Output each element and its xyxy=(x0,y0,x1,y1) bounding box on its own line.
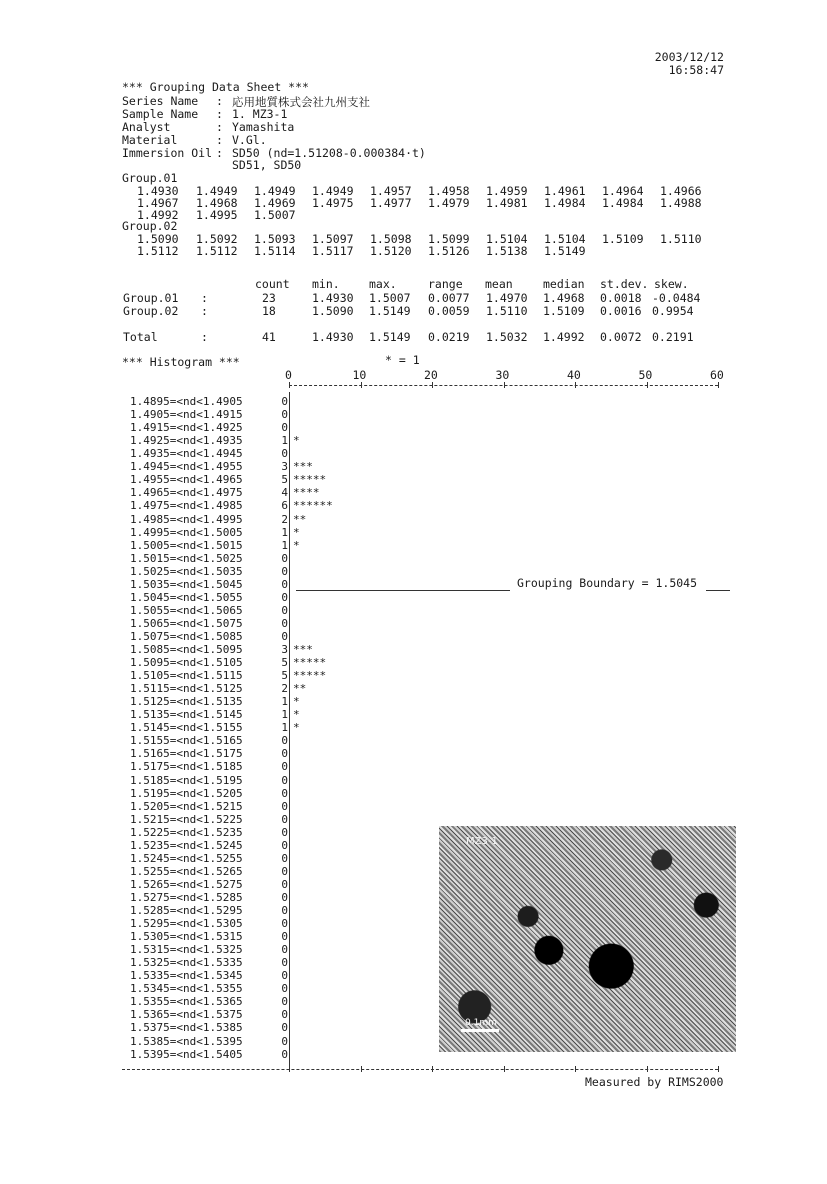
group-value: 1.4930 xyxy=(137,184,179,198)
header-label: Analyst xyxy=(122,120,171,134)
histogram-bin-count: 0 xyxy=(281,917,288,930)
stats-value: 1.4992 xyxy=(543,330,585,344)
group-value: 1.4949 xyxy=(312,184,354,198)
stats-row-colon: : xyxy=(201,330,208,344)
micrograph-scale-label: 0.1mm xyxy=(465,1018,497,1028)
histogram-bin-count: 0 xyxy=(281,747,288,761)
stats-value: 1.4968 xyxy=(543,291,585,305)
histogram-bar: ** xyxy=(293,512,307,526)
stats-value: 0.0016 xyxy=(600,304,642,318)
histogram-bin-label: 1.4925=<nd<1.4935 xyxy=(130,434,243,448)
histogram-bin-label: 1.5015=<nd<1.5025 xyxy=(130,551,243,565)
grouping-boundary-label: Grouping Boundary = 1.5045 xyxy=(517,576,698,590)
axis-tick-bottom xyxy=(432,1066,433,1072)
group-value: 1.5098 xyxy=(370,232,412,246)
histogram-bin-label: 1.5355=<nd<1.5365 xyxy=(130,995,243,1009)
group-value: 1.4979 xyxy=(428,196,470,210)
histogram-bin-label: 1.5055=<nd<1.5065 xyxy=(130,603,243,617)
stats-value: 1.5110 xyxy=(486,304,528,318)
histogram-bin-count: 0 xyxy=(281,812,288,826)
histogram-bin-count: 0 xyxy=(281,838,288,852)
axis-line-bottom xyxy=(122,1069,718,1071)
group-value: 1.5112 xyxy=(196,244,238,258)
stats-value: 1.5109 xyxy=(543,304,585,318)
histogram-bin-label: 1.5095=<nd<1.5105 xyxy=(130,656,243,669)
report-time: 16:58:47 xyxy=(668,63,724,77)
histogram-bin-count: 0 xyxy=(281,1034,288,1048)
group-value: 1.5138 xyxy=(486,244,528,258)
histogram-bin-label: 1.5225=<nd<1.5235 xyxy=(130,825,243,839)
header-value: 応用地質株式会社九州支社 xyxy=(232,95,370,109)
histogram-bin-count: 0 xyxy=(281,564,288,578)
stats-value: 1.4930 xyxy=(312,291,354,305)
histogram-bin-label: 1.5115=<nd<1.5125 xyxy=(130,682,243,696)
histogram-bar: * xyxy=(293,708,300,722)
histogram-bar: ***** xyxy=(293,669,327,682)
histogram-bin-label: 1.5155=<nd<1.5165 xyxy=(130,734,243,748)
header-label: Immersion Oil xyxy=(122,146,213,160)
axis-tick-label: 60 xyxy=(710,368,724,382)
histogram-bin-count: 3 xyxy=(281,643,288,656)
histogram-bin-label: 1.4985=<nd<1.4995 xyxy=(130,512,243,526)
histogram-bin-label: 1.5005=<nd<1.5015 xyxy=(130,538,243,552)
group-value: 1.4975 xyxy=(312,196,354,210)
axis-tick xyxy=(647,382,648,388)
stats-value: 23 xyxy=(262,291,276,305)
histogram-bin-label: 1.5375=<nd<1.5385 xyxy=(130,1021,243,1035)
header-label: Sample Name xyxy=(122,107,199,121)
histogram-scale-note: * = 1 xyxy=(385,353,420,367)
axis-tick-label: 50 xyxy=(638,368,653,382)
header-colon: : xyxy=(216,146,223,160)
histogram-bin-label: 1.5035=<nd<1.5045 xyxy=(130,577,243,591)
group-value: 1.5007 xyxy=(254,208,296,222)
histogram-bin-label: 1.5295=<nd<1.5305 xyxy=(130,917,243,930)
group-value: 1.5149 xyxy=(544,244,586,258)
histogram-bin-count: 0 xyxy=(281,760,288,774)
histogram-bin-count: 0 xyxy=(281,930,288,944)
stats-value: 1.4930 xyxy=(312,330,354,344)
group-value: 1.4967 xyxy=(137,196,179,210)
group-value: 1.5126 xyxy=(428,244,470,258)
histogram-bin-count: 0 xyxy=(281,447,288,461)
axis-tick xyxy=(575,382,576,388)
header-value: Yamashita xyxy=(232,120,295,134)
histogram-bin-label: 1.4995=<nd<1.5005 xyxy=(130,525,243,539)
histogram-bin-label: 1.5275=<nd<1.5285 xyxy=(130,890,243,904)
histogram-bin-count: 0 xyxy=(281,577,288,591)
histogram-bin-label: 1.5205=<nd<1.5215 xyxy=(130,799,243,813)
histogram-bin-label: 1.4955=<nd<1.4965 xyxy=(130,473,243,487)
histogram-bin-label: 1.5395=<nd<1.5405 xyxy=(130,1047,243,1061)
axis-tick xyxy=(361,382,362,388)
group-value: 1.4961 xyxy=(544,184,586,198)
histogram-bin-count: 5 xyxy=(281,473,288,487)
group-value: 1.4988 xyxy=(660,196,702,210)
histogram-bin-count: 2 xyxy=(281,512,288,526)
histogram-bin-count: 6 xyxy=(281,499,288,513)
group-value: 1.5117 xyxy=(312,244,354,258)
histogram-bin-count: 0 xyxy=(281,616,288,630)
stats-value: 1.5032 xyxy=(486,330,528,344)
histogram-bin-count: 0 xyxy=(281,629,288,643)
stats-header: range xyxy=(428,277,463,291)
group-value: 1.4964 xyxy=(602,184,644,198)
group-value: 1.5120 xyxy=(370,244,412,258)
stats-value: 1.5149 xyxy=(369,304,411,318)
histogram-bar: ***** xyxy=(293,656,327,669)
stats-value: 41 xyxy=(262,330,276,344)
immersion-oil-line2: SD51, SD50 xyxy=(232,158,302,172)
histogram-bin-count: 0 xyxy=(281,877,288,891)
footer-measured-by: Measured by RIMS2000 xyxy=(585,1075,724,1089)
stats-row-name: Total xyxy=(123,330,158,344)
histogram-bin-count: 1 xyxy=(281,538,288,552)
stats-value: 0.9954 xyxy=(652,304,694,318)
histogram-bin-label: 1.4965=<nd<1.4975 xyxy=(130,486,243,500)
histogram-bin-label: 1.5195=<nd<1.5205 xyxy=(130,786,243,800)
histogram-bar: *** xyxy=(293,460,313,474)
histogram-bar: * xyxy=(293,695,300,709)
group-value: 1.5092 xyxy=(196,232,238,246)
axis-tick-bottom xyxy=(289,1066,290,1072)
axis-tick xyxy=(289,382,290,388)
header-label: Series Name xyxy=(122,94,199,108)
stats-row-name: Group.01 xyxy=(123,291,179,305)
axis-tick-label: 30 xyxy=(495,368,510,382)
histogram-bin-count: 0 xyxy=(281,395,288,408)
group-value: 1.5099 xyxy=(428,232,470,246)
histogram-bin-label: 1.5125=<nd<1.5135 xyxy=(130,695,243,709)
histogram-bin-count: 0 xyxy=(281,1021,288,1035)
group-value: 1.4949 xyxy=(196,184,238,198)
stats-header: max. xyxy=(369,277,397,291)
histogram-bin-count: 0 xyxy=(281,786,288,800)
histogram-bin-count: 0 xyxy=(281,890,288,904)
histogram-bar: * xyxy=(293,721,300,735)
stats-value: 0.2191 xyxy=(652,330,694,344)
header-row xyxy=(122,146,722,159)
histogram-title: *** Histogram *** xyxy=(122,355,240,369)
histogram-bin-count: 0 xyxy=(281,956,288,970)
histogram-bin-label: 1.5285=<nd<1.5295 xyxy=(130,904,243,917)
group-value: 1.5093 xyxy=(254,232,296,246)
group-value: 1.5090 xyxy=(137,232,179,246)
histogram-bin-label: 1.5305=<nd<1.5315 xyxy=(130,930,243,944)
group-value: 1.4959 xyxy=(486,184,528,198)
grouping-boundary-tail xyxy=(706,590,730,591)
grouping-boundary-line xyxy=(296,590,510,591)
histogram-bin-count: 0 xyxy=(281,603,288,617)
histogram-bin-label: 1.5315=<nd<1.5325 xyxy=(130,943,243,957)
header-row xyxy=(122,133,722,146)
header-colon: : xyxy=(216,120,223,134)
stats-header: count xyxy=(255,277,290,291)
histogram-bin-label: 1.5075=<nd<1.5085 xyxy=(130,629,243,643)
axis-tick-bottom xyxy=(718,1066,719,1072)
group-value: 1.5097 xyxy=(312,232,354,246)
axis-tick-bottom xyxy=(361,1066,362,1072)
histogram-bin-count: 0 xyxy=(281,734,288,748)
stats-value: 0.0219 xyxy=(428,330,470,344)
histogram-bin-count: 1 xyxy=(281,525,288,539)
histogram-bin-label: 1.5365=<nd<1.5375 xyxy=(130,1008,243,1022)
histogram-bin-label: 1.5175=<nd<1.5185 xyxy=(130,760,243,774)
histogram-bin-label: 1.5215=<nd<1.5225 xyxy=(130,812,243,826)
histogram-bin-count: 0 xyxy=(281,904,288,917)
histogram-bar: * xyxy=(293,538,300,552)
histogram-bin-label: 1.4945=<nd<1.4955 xyxy=(130,460,243,474)
sheet-title: *** Grouping Data Sheet *** xyxy=(122,80,309,94)
axis-tick-bottom xyxy=(575,1066,576,1072)
histogram-bin-label: 1.4895=<nd<1.4905 xyxy=(130,395,243,408)
stats-value: 1.5007 xyxy=(369,291,411,305)
histogram-bin-count: 2 xyxy=(281,682,288,696)
histogram-bin-count: 5 xyxy=(281,656,288,669)
group-value: 1.5104 xyxy=(544,232,586,246)
axis-tick xyxy=(432,382,433,388)
histogram-bin-count: 0 xyxy=(281,773,288,787)
stats-header: st.dev. xyxy=(600,277,649,291)
histogram-bin-label: 1.5045=<nd<1.5055 xyxy=(130,590,243,604)
axis-tick-label: 40 xyxy=(567,368,581,382)
group-value: 1.4992 xyxy=(137,208,179,222)
group-value: 1.4968 xyxy=(196,196,238,210)
group-value: 1.4984 xyxy=(602,196,644,210)
histogram-bin-label: 1.5165=<nd<1.5175 xyxy=(130,747,243,761)
group-value: 1.4957 xyxy=(370,184,412,198)
histogram-bin-label: 1.5335=<nd<1.5345 xyxy=(130,969,243,983)
histogram-bin-label: 1.5235=<nd<1.5245 xyxy=(130,838,243,852)
histogram-bar: ***** xyxy=(293,473,327,487)
histogram-bin-label: 1.5145=<nd<1.5155 xyxy=(130,721,243,735)
histogram-bin-count: 0 xyxy=(281,590,288,604)
axis-tick xyxy=(718,382,719,388)
header-row xyxy=(122,94,722,107)
stats-value: 1.5149 xyxy=(369,330,411,344)
report-date: 2003/12/12 xyxy=(654,50,724,64)
histogram-bin-count: 1 xyxy=(281,434,288,448)
header-value: V.Gl. xyxy=(232,133,267,147)
histogram-bin-count: 1 xyxy=(281,695,288,709)
stats-row-name: Group.02 xyxy=(123,304,179,318)
histogram-bar: ** xyxy=(293,682,307,696)
histogram-bin-label: 1.5135=<nd<1.5145 xyxy=(130,708,243,722)
histogram-bin-count: 0 xyxy=(281,799,288,813)
histogram-bin-count: 0 xyxy=(281,864,288,878)
histogram-bin-count: 5 xyxy=(281,669,288,682)
header-value: 1. MZ3-1 xyxy=(232,107,288,121)
header-row xyxy=(122,120,722,133)
histogram-bin-count: 0 xyxy=(281,995,288,1009)
histogram-bin-count: 1 xyxy=(281,708,288,722)
stats-value: 0.0059 xyxy=(428,304,470,318)
group-value: 1.4969 xyxy=(254,196,296,210)
header-label: Material xyxy=(122,133,178,147)
histogram-bin-count: 0 xyxy=(281,969,288,983)
stats-row-colon: : xyxy=(201,304,208,318)
axis-tick xyxy=(504,382,505,388)
micrograph-scale-bar xyxy=(461,1029,499,1032)
histogram-bar: *** xyxy=(293,643,313,656)
histogram-bin-label: 1.4935=<nd<1.4945 xyxy=(130,447,243,461)
histogram-bar: * xyxy=(293,525,300,539)
axis-tick-bottom xyxy=(647,1066,648,1072)
group-name: Group.02 xyxy=(122,219,178,233)
histogram-bin-count: 0 xyxy=(281,421,288,435)
histogram-bin-label: 1.5255=<nd<1.5265 xyxy=(130,864,243,878)
histogram-baseline xyxy=(289,392,290,1066)
histogram-bin-count: 0 xyxy=(281,408,288,422)
histogram-bin-label: 1.5265=<nd<1.5275 xyxy=(130,877,243,891)
stats-value: 1.5090 xyxy=(312,304,354,318)
header-colon: : xyxy=(216,107,223,121)
histogram-bar: **** xyxy=(293,486,320,500)
header-colon: : xyxy=(216,94,223,108)
group-value: 1.4966 xyxy=(660,184,702,198)
stats-value: 0.0018 xyxy=(600,291,642,305)
histogram-bin-count: 0 xyxy=(281,982,288,996)
histogram-bar: ****** xyxy=(293,499,333,513)
group-value: 1.4958 xyxy=(428,184,470,198)
header-value: SD50 (nd=1.51208-0.000384·t) xyxy=(232,146,426,160)
axis-tick-bottom xyxy=(504,1066,505,1072)
stats-value: 0.0072 xyxy=(600,330,642,344)
histogram-bin-label: 1.4975=<nd<1.4985 xyxy=(130,499,243,513)
histogram-bin-label: 1.5065=<nd<1.5075 xyxy=(130,616,243,630)
header-colon: : xyxy=(216,133,223,147)
histogram-bin-count: 0 xyxy=(281,851,288,865)
histogram-bin-count: 0 xyxy=(281,825,288,839)
histogram-bin-label: 1.5105=<nd<1.5115 xyxy=(130,669,243,682)
stats-value: 0.0077 xyxy=(428,291,470,305)
histogram-bin-label: 1.5345=<nd<1.5355 xyxy=(130,982,243,996)
histogram-bin-count: 0 xyxy=(281,1047,288,1061)
histogram-bin-count: 0 xyxy=(281,943,288,957)
stats-header: mean xyxy=(485,277,513,291)
group-value: 1.5109 xyxy=(602,232,644,246)
histogram-bin-count: 0 xyxy=(281,1008,288,1022)
group-value: 1.4984 xyxy=(544,196,586,210)
histogram-bin-label: 1.5385=<nd<1.5395 xyxy=(130,1034,243,1048)
group-value: 1.4977 xyxy=(370,196,412,210)
stats-header: median xyxy=(543,277,585,291)
group-value: 1.5114 xyxy=(254,244,296,258)
stats-value: 1.4970 xyxy=(486,291,528,305)
sample-micrograph xyxy=(439,826,736,1052)
stats-value: 18 xyxy=(262,304,276,318)
histogram-bin-label: 1.5025=<nd<1.5035 xyxy=(130,564,243,578)
group-value: 1.5110 xyxy=(660,232,702,246)
histogram-bar: * xyxy=(293,434,300,448)
histogram-bin-count: 0 xyxy=(281,551,288,565)
histogram-bin-label: 1.5085=<nd<1.5095 xyxy=(130,643,243,656)
histogram-bin-count: 1 xyxy=(281,721,288,735)
axis-tick-label: 10 xyxy=(352,368,367,382)
group-value: 1.5104 xyxy=(486,232,528,246)
histogram-bin-label: 1.5245=<nd<1.5255 xyxy=(130,851,243,865)
group-value: 1.4995 xyxy=(196,208,238,222)
axis-tick-label: 20 xyxy=(424,368,438,382)
stats-value: -0.0484 xyxy=(652,291,701,305)
axis-tick-label: 0 xyxy=(285,368,292,382)
micrograph-label: MZ3-1 xyxy=(466,836,498,847)
histogram-bin-count: 3 xyxy=(281,460,288,474)
histogram-bin-count: 4 xyxy=(281,486,288,500)
group-value: 1.4949 xyxy=(254,184,296,198)
header-row xyxy=(122,107,722,120)
histogram-bin-label: 1.4905=<nd<1.4915 xyxy=(130,408,243,422)
stats-header: skew. xyxy=(654,277,689,291)
group-value: 1.5112 xyxy=(137,244,179,258)
histogram-bin-label: 1.5325=<nd<1.5335 xyxy=(130,956,243,970)
stats-row-colon: : xyxy=(201,291,208,305)
group-value: 1.4981 xyxy=(486,196,528,210)
histogram-bin-label: 1.4915=<nd<1.4925 xyxy=(130,421,243,435)
histogram-bin-label: 1.5185=<nd<1.5195 xyxy=(130,773,243,787)
stats-header: min. xyxy=(312,277,340,291)
group-name: Group.01 xyxy=(122,171,178,185)
